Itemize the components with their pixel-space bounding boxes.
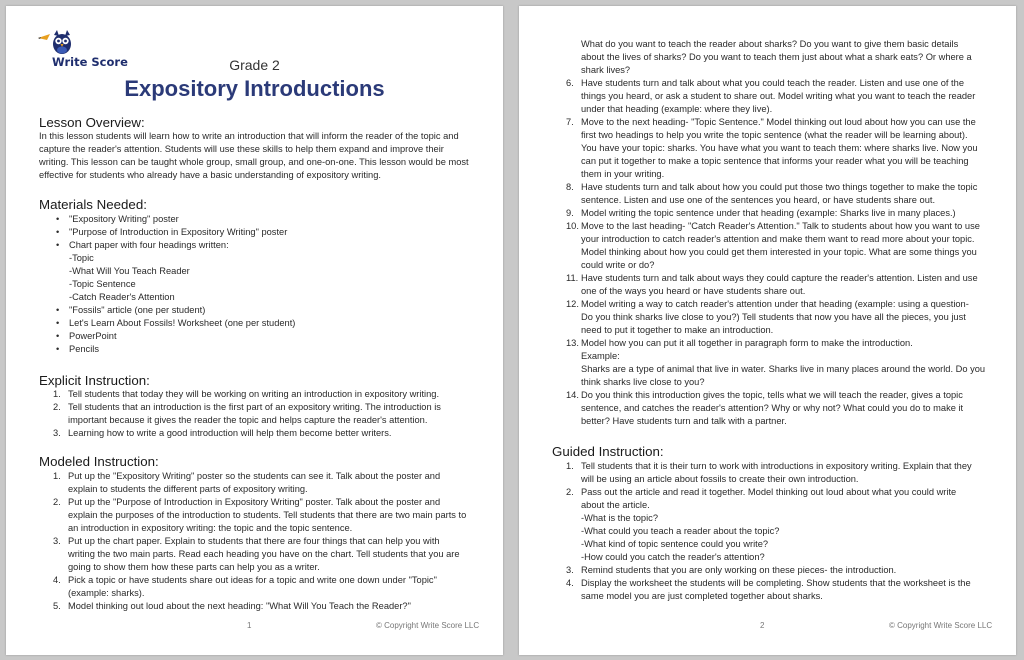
item-line: explain the purposes of the introduction to students. Tell students that there are two main parts to	[68, 510, 467, 520]
item-number: 3.	[53, 428, 61, 438]
item-line: Model thinking out loud about the next heading: "What Will You Teach the Reader?"	[68, 601, 411, 611]
document-page-2	[519, 6, 1016, 655]
item-number: 7.	[566, 117, 574, 127]
numbered-item	[552, 298, 1002, 337]
item-line: Remind students that you are only working on these pieces- the introduction.	[581, 565, 897, 575]
item-line: Move to the next heading- "Topic Sentence." Model thinking out loud about how you can use the	[581, 117, 976, 127]
item-number: 3.	[53, 536, 61, 546]
item-line: Have students turn and talk about ways they could capture the reader's attention. Listen and use	[581, 273, 978, 283]
item-number: 2.	[53, 497, 61, 507]
numbered-item	[39, 401, 489, 427]
item-number: 12.	[566, 299, 579, 309]
item-number: 8.	[566, 182, 574, 192]
item-line: Learning how to write a good introduction will help them become better writers.	[68, 428, 392, 438]
item-line: You have your topic: sharks. You have what you want to teach them: where sharks live. Now you	[581, 143, 978, 153]
numbered-item	[39, 600, 489, 613]
item-number: 3.	[566, 565, 574, 575]
item-line: Have students turn and talk about how you could put those two things together to make the topic	[581, 182, 978, 192]
item-line: same model you are just completed together about sharks.	[581, 591, 823, 601]
item-line: about the article.	[581, 500, 650, 510]
item-line: -What could you teach a reader about the topic?	[581, 526, 780, 536]
item-line: Put up the "Expository Writing" poster so the students can see it. Talk about the poster and	[68, 471, 441, 481]
item-number: 14.	[566, 390, 579, 400]
item-line: Pass out the article and read it together. Model thinking out loud about what you could write	[581, 487, 957, 497]
overview-line: In this lesson students will learn how to write an introduction that will inform the reader of the topic and	[39, 131, 459, 141]
numbered-item	[552, 389, 1002, 428]
logo-text: Write Score	[52, 55, 128, 69]
item-line: Pick a topic or have students share out ideas for a topic and write one down under "Topic"	[68, 575, 437, 585]
item-number: 1.	[53, 389, 61, 399]
item-line: -What kind of topic sentence could you write?	[581, 539, 769, 549]
item-line: Sharks are a type of animal that live in water. Sharks live in many places around the world. Do you	[581, 364, 986, 374]
page-title: Expository Introductions	[124, 76, 385, 101]
item-line: Model writing the topic sentence under that heading (example: Sharks live in many places.)	[581, 208, 956, 218]
numbered-item	[39, 470, 489, 496]
guided-instruction-list	[552, 460, 1002, 603]
numbered-item	[552, 77, 1002, 116]
list-item: • Pencils	[39, 343, 489, 356]
numbered-item	[39, 388, 489, 401]
item-number: 5.	[53, 601, 61, 611]
overview-line: effective for students who already have a basic understanding of expository writing.	[39, 170, 381, 180]
explicit-instruction-heading: Explicit Instruction:	[39, 373, 150, 388]
overview-line: writing. This lesson can be taught whole group, small group, and one-on-one. This lesson would be most	[39, 157, 469, 167]
item-line: What do you want to teach the reader about sharks? Do you want to give them basic details	[581, 39, 959, 49]
item-line: under that heading (example: where they live).	[581, 104, 773, 114]
item-number: 1.	[53, 471, 61, 481]
item-line: going to show them how these parts can help you as a writer.	[68, 562, 320, 572]
numbered-item	[39, 574, 489, 600]
item-number: 10.	[566, 221, 579, 231]
numbered-item	[552, 207, 1002, 220]
item-line: important because it gives the reader the topic and helps capture the reader's attention.	[68, 415, 428, 425]
numbered-item	[552, 220, 1002, 272]
item-line: sentence. Listen and use one of the sentences you heard, or have students share out.	[581, 195, 936, 205]
item-line: Example:	[581, 351, 620, 361]
modeled-instruction-list-continued	[552, 77, 1002, 428]
lesson-overview-heading: Lesson Overview:	[39, 115, 145, 130]
item-line: Display the worksheet the students will be completing. Show students that the worksheet is the	[581, 578, 971, 588]
item-line: will be using an article about fossils to create their own introduction.	[581, 474, 859, 484]
list-item: • Chart paper with four headings written:	[39, 239, 489, 252]
copyright-footer: © Copyright Write Score LLC	[889, 621, 993, 630]
item-line: think sharks live close to you?	[581, 377, 705, 387]
numbered-item	[552, 181, 1002, 207]
item-line: Model thinking about how you could get them interested in your topic. What are some things you	[581, 247, 977, 257]
item-line: sentence, and catches the reader's attention? Why or why not? What could you do to make it	[581, 403, 964, 413]
list-item: • PowerPoint	[39, 330, 489, 343]
list-item: • "Purpose of Introduction in Expository Writing" poster	[39, 226, 489, 239]
page-number: 1	[247, 621, 252, 630]
item-line: Do you think sharks live close to you?) Tell students that now you have all the pieces, you just	[581, 312, 966, 322]
item-number: 2.	[566, 487, 574, 497]
list-item: • Let's Learn About Fossils! Worksheet (one per student)	[39, 317, 489, 330]
numbered-item	[552, 577, 1002, 603]
item-line: shark lives?	[581, 65, 631, 75]
item-line: -How could you catch the reader's attention?	[581, 552, 765, 562]
page-number: 2	[760, 621, 765, 630]
numbered-item	[552, 460, 1002, 486]
item-number: 4.	[53, 575, 61, 585]
item-line: can put it together to make a topic sentence that informs your reader what you will be teaching	[581, 156, 969, 166]
numbered-item	[39, 427, 489, 440]
item-line: Do you think this introduction gives the topic, tells what we will teach the reader, gives a topic	[581, 390, 963, 400]
modeled-instruction-heading: Modeled Instruction:	[39, 454, 159, 469]
item-number: 4.	[566, 578, 574, 588]
document-page-1	[6, 6, 503, 655]
item-number: 2.	[53, 402, 61, 412]
list-subitem: -What Will You Teach Reader	[69, 266, 190, 276]
item-line: writing the two main parts. Read each heading you have on the chart. Tell students that you are	[68, 549, 460, 559]
item-line: could write or do?	[581, 260, 655, 270]
item-line: Have students turn and talk about what you could teach the reader. Listen and use one of the	[581, 78, 964, 88]
continued-item-text	[581, 38, 1001, 77]
explicit-instruction-list	[39, 388, 489, 440]
item-line: first two headings to help you write the topic sentence (what the reader will be learning about).	[581, 130, 968, 140]
item-number: 11.	[566, 273, 579, 283]
item-line: (example: sharks).	[68, 588, 145, 598]
item-number: 13.	[566, 338, 579, 348]
grade-label: Grade 2	[229, 57, 280, 73]
list-item: • "Fossils" article (one per student)	[39, 304, 489, 317]
item-line: Model how you can put it all together in paragraph form to make the introduction.	[581, 338, 913, 348]
item-line: Move to the last heading- "Catch Reader's Attention." Talk to students about how you want to use	[581, 221, 980, 231]
item-line: explain to students the different parts of expository writing.	[68, 484, 308, 494]
numbered-item	[552, 337, 1002, 389]
numbered-item	[552, 116, 1002, 181]
list-subitem: -Topic	[69, 253, 94, 263]
item-number: 9.	[566, 208, 574, 218]
numbered-item	[552, 564, 1002, 577]
lesson-overview-text	[39, 130, 489, 182]
item-line: Model writing a way to catch reader's attention under that heading (example: using a question-	[581, 299, 969, 309]
item-line: Put up the "Purpose of Introduction in Expository Writing" poster. Talk about the poster and	[68, 497, 441, 507]
item-number: 6.	[566, 78, 574, 88]
numbered-item	[552, 272, 1002, 298]
item-line: one of the ways you heard or have students share out.	[581, 286, 806, 296]
item-line: about the lives of sharks? Do you want to teach them just about what a shark eats? Or where a	[581, 52, 972, 62]
list-subitem: -Topic Sentence	[69, 279, 136, 289]
item-line: need to put it together to make an introduction.	[581, 325, 774, 335]
item-line: Put up the chart paper. Explain to students that there are four things that can help you with	[68, 536, 440, 546]
item-line: your introduction to catch reader's attention and make them want to read more about your topic.	[581, 234, 975, 244]
item-line: them in your writing.	[581, 169, 665, 179]
item-line: -What is the topic?	[581, 513, 658, 523]
numbered-item	[552, 486, 1002, 564]
list-item: • "Expository Writing" poster	[39, 213, 489, 226]
copyright-footer: © Copyright Write Score LLC	[376, 621, 480, 630]
list-subitem: -Catch Reader's Attention	[69, 292, 175, 302]
modeled-instruction-list	[39, 470, 489, 613]
item-line: Tell students that an introduction is the first part of an expository writing. The introduction is	[68, 402, 441, 412]
materials-list	[39, 213, 489, 356]
item-line: Tell students that today they will be working on writing an introduction in expository writing.	[68, 389, 440, 399]
overview-line: capture the reader's attention. Students will use these skills to help them expand and improve their	[39, 144, 444, 154]
item-line: Tell students that it is their turn to work with introductions in expository writing. Explain that they	[581, 461, 972, 471]
item-line: better? Have students turn and talk with a partner.	[581, 416, 787, 426]
item-line: things you heard, or ask a student to share out. Model writing what you want to teach the reader	[581, 91, 976, 101]
item-line: an introduction in expository writing: the topic and the topic sentence.	[68, 523, 353, 533]
materials-heading: Materials Needed:	[39, 197, 147, 212]
item-number: 1.	[566, 461, 574, 471]
numbered-item	[39, 535, 489, 574]
numbered-item	[39, 496, 489, 535]
guided-instruction-heading: Guided Instruction:	[552, 444, 664, 459]
